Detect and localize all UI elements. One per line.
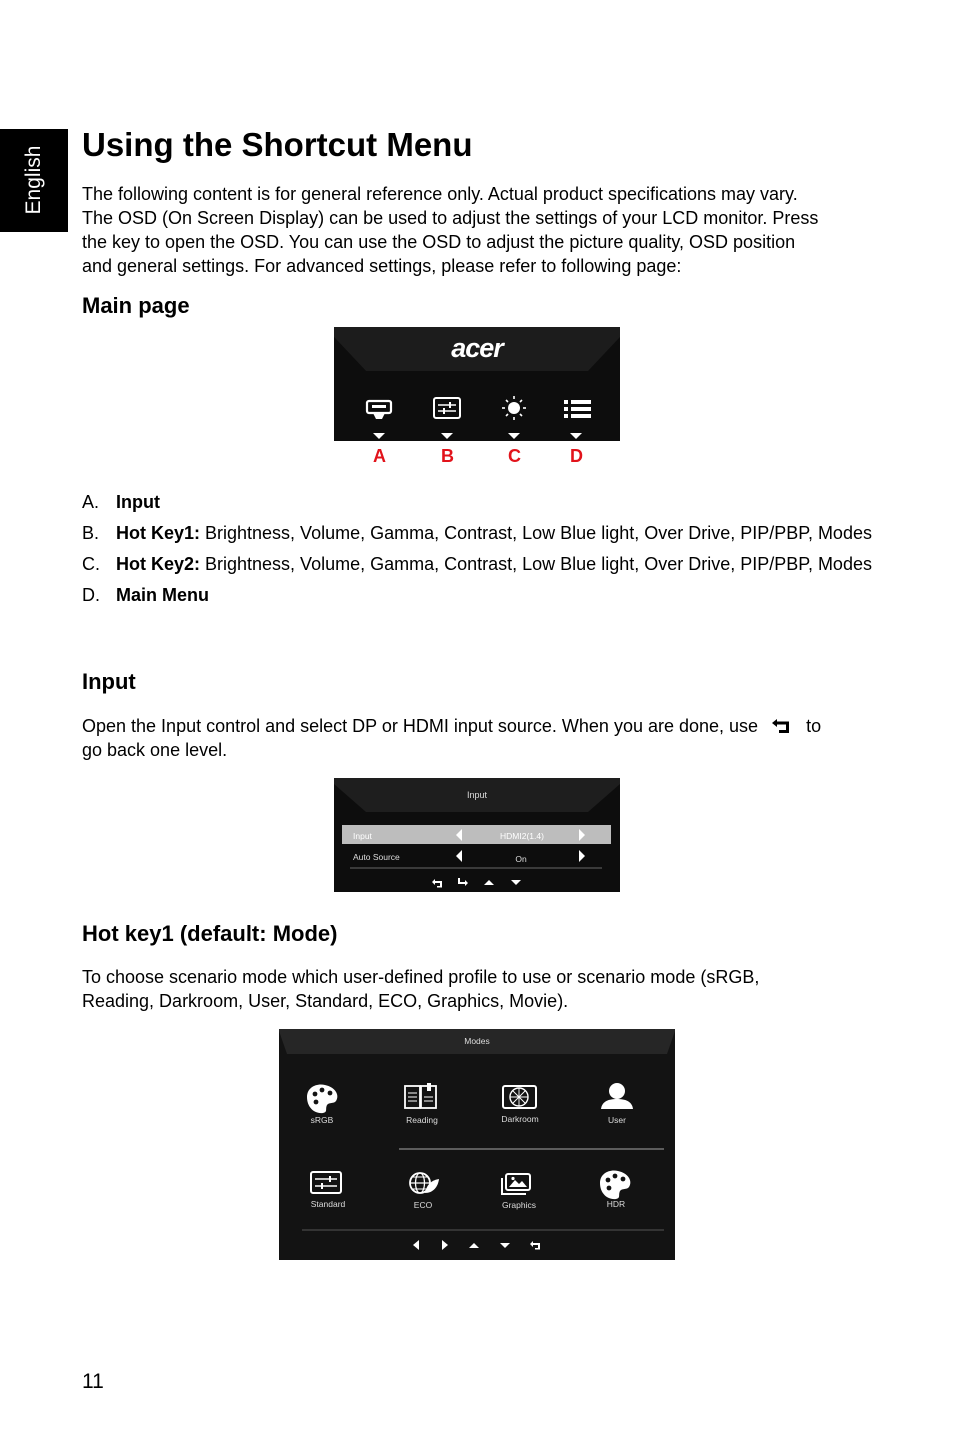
picture-icon xyxy=(502,1174,530,1194)
hotkey-sliders-icon[interactable] xyxy=(434,398,460,439)
list-item xyxy=(82,552,882,576)
down-icon[interactable] xyxy=(511,880,521,885)
mode-label: Reading xyxy=(406,1115,438,1125)
osd-row-auto-source[interactable] xyxy=(350,850,602,868)
hotkey-line-1: To choose scenario mode which user-defined profile to use or scenario mode (sRGB, xyxy=(82,967,760,987)
acer-logo: acer xyxy=(451,333,503,363)
up-icon[interactable] xyxy=(484,880,494,885)
page-number: 11 xyxy=(82,1370,104,1393)
mode-darkroom[interactable] xyxy=(501,1086,538,1124)
intro-line-4: and general settings. For advanced settings, please refer to following page: xyxy=(82,256,682,276)
input-osd xyxy=(334,778,620,892)
main-page-list xyxy=(82,490,882,607)
menu-list-icon[interactable] xyxy=(564,400,591,439)
osd-row-value: HDMI2(1.4) xyxy=(500,831,544,841)
main-page-heading: Main page xyxy=(82,293,190,318)
list-item xyxy=(82,521,882,545)
language-tab xyxy=(0,129,68,232)
back-icon[interactable] xyxy=(432,879,442,888)
globe-leaf-icon xyxy=(410,1173,439,1193)
mode-label: Darkroom xyxy=(501,1114,539,1124)
list-text: Brightness, Volume, Gamma, Contrast, Low Blue light, Over Drive, PIP/PBP, Modes xyxy=(200,523,872,543)
hotkey-line-2: Reading, Darkroom, User, Standard, ECO, Graphics, Movie). xyxy=(82,991,569,1011)
input-para-text-2: to xyxy=(806,716,822,736)
input-osd-title: Input xyxy=(466,790,488,800)
mode-label: Graphics xyxy=(501,1200,537,1210)
right-arrow-icon[interactable] xyxy=(579,850,585,862)
mode-label: sRGB xyxy=(310,1115,334,1125)
osd-row-label: Auto Source xyxy=(353,852,400,862)
page-title: Using the Shortcut Menu xyxy=(82,126,473,163)
mode-hdr[interactable] xyxy=(600,1171,630,1210)
down-icon[interactable] xyxy=(500,1243,510,1248)
list-label: Hot Key1: xyxy=(116,523,201,543)
mode-user[interactable] xyxy=(601,1083,633,1125)
intro-paragraph xyxy=(82,182,882,278)
enter-icon[interactable] xyxy=(458,878,468,886)
list-item xyxy=(82,490,882,514)
label-a: A xyxy=(373,446,386,466)
book-icon xyxy=(405,1083,436,1108)
list-letter: D. xyxy=(82,585,100,605)
monitor-input-icon[interactable] xyxy=(367,401,391,439)
list-letter: A. xyxy=(82,492,100,512)
list-label: Input xyxy=(116,492,160,512)
list-letter: B. xyxy=(82,523,100,543)
list-label: Main Menu xyxy=(116,585,209,605)
mode-label: User xyxy=(608,1115,626,1125)
back-icon[interactable] xyxy=(530,1241,540,1250)
mode-graphics[interactable] xyxy=(502,1174,536,1210)
intro-line-2: The OSD (On Screen Display) can be used to adjust the settings of your LCD monitor. Press xyxy=(82,208,819,228)
mode-label: ECO xyxy=(413,1200,433,1210)
mode-reading[interactable] xyxy=(405,1083,438,1125)
mode-standard[interactable] xyxy=(311,1172,346,1209)
mode-label: Standard xyxy=(310,1199,346,1209)
intro-line-1: The following content is for general reference only. Actual product specifications may vary. xyxy=(82,184,798,204)
aperture-icon xyxy=(503,1086,536,1108)
input-para-line-2: go back one level. xyxy=(82,740,228,760)
list-letter: C. xyxy=(82,554,100,574)
label-b: B xyxy=(441,446,454,466)
osd-row-label: Input xyxy=(353,831,372,841)
language-tab-label: English xyxy=(22,145,45,215)
modes-osd xyxy=(279,1029,675,1260)
main-page-osd xyxy=(334,327,620,441)
label-d: D xyxy=(570,446,583,466)
list-label: Hot Key2: xyxy=(116,554,201,574)
left-arrow-icon[interactable] xyxy=(456,850,462,862)
hotkey-heading: Hot key1 (default: Mode) xyxy=(82,921,338,946)
left-icon[interactable] xyxy=(413,1240,419,1250)
intro-line-3: the key to open the OSD. You can use the OSD to adjust the picture quality, OSD position xyxy=(82,232,796,252)
osd-row-input[interactable] xyxy=(342,825,611,844)
modes-osd-title: Modes xyxy=(464,1036,490,1046)
mode-srgb[interactable] xyxy=(307,1085,337,1126)
back-arrow-icon xyxy=(763,717,801,735)
label-c: C xyxy=(508,446,521,466)
mode-eco[interactable] xyxy=(410,1173,439,1210)
osd-row-value: On xyxy=(515,854,527,864)
brightness-sun-icon[interactable] xyxy=(502,396,526,439)
list-item xyxy=(82,583,882,607)
input-heading: Input xyxy=(82,669,136,694)
list-text: Brightness, Volume, Gamma, Contrast, Low Blue light, Over Drive, PIP/PBP, Modes xyxy=(200,554,872,574)
right-icon[interactable] xyxy=(442,1240,448,1250)
up-icon[interactable] xyxy=(469,1243,479,1248)
input-paragraph xyxy=(82,714,882,762)
hotkey-paragraph xyxy=(82,965,882,1013)
user-icon xyxy=(601,1083,633,1109)
sliders-icon xyxy=(311,1172,341,1193)
input-para-text: Open the Input control and select DP or HDMI input source. When you are done, use xyxy=(82,716,759,736)
mode-label: HDR xyxy=(606,1199,626,1209)
